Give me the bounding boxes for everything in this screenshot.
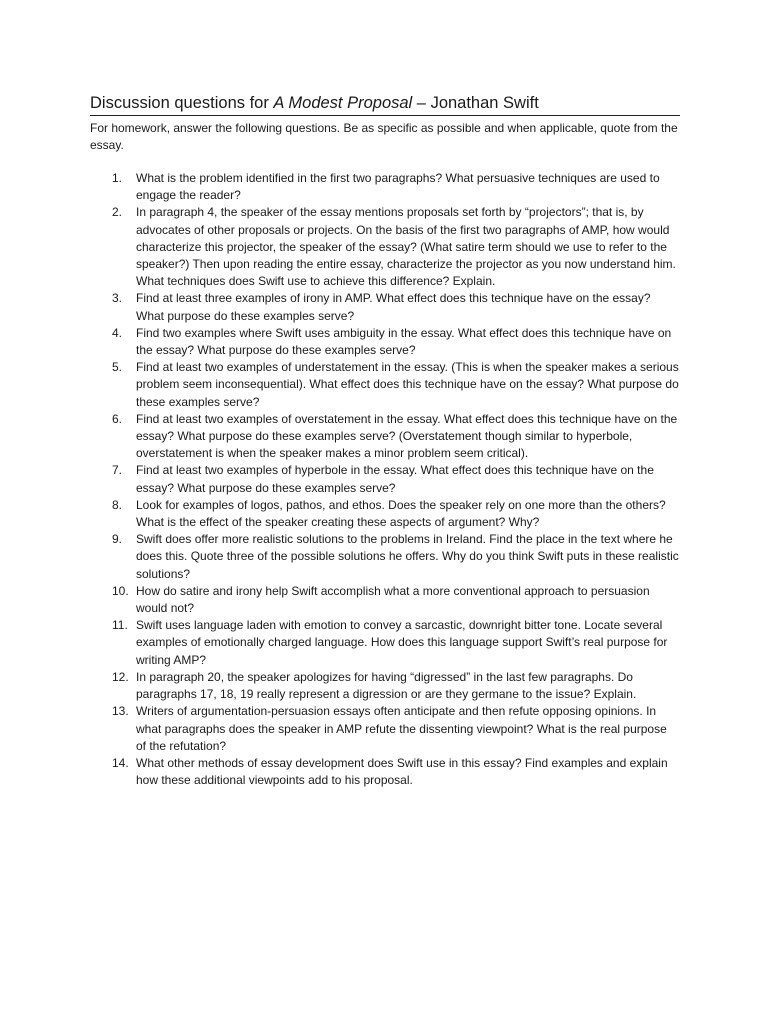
question-item: [90, 325, 680, 359]
question-text: Find at least three examples of irony in AMP. What effect does this technique have on the essay? What purpose do these examples serve?: [136, 291, 651, 323]
question-number: 9.: [112, 532, 123, 547]
question-item: [90, 204, 680, 290]
document-page: [90, 92, 680, 789]
question-number: 11.: [112, 618, 128, 633]
question-text: Find at least two examples of overstatement in the essay. What effect does this technique have on the essay? What purpose do these examples serve? (Overstatement though similar to hyperbole, overstatement is when the speaker makes a minor problem seem critical).: [136, 411, 678, 461]
question-text: In paragraph 4, the speaker of the essay mentions proposals set forth by “projectors”; that is, by advocates of other proposals or projects. On the basis of the first two paragraphs of AMP, how would characterize this projector, the speaker of the essay? (What satire term should we use to refer to the speaker?) Then upon reading the entire essay, characterize the projector as you now understand him. What techniques does Swift use to achieve this difference? Explain.: [136, 205, 676, 289]
question-item: [90, 583, 680, 617]
question-item: [90, 411, 680, 463]
question-text: What is the problem identified in the first two paragraphs? What persuasive techniques are used to engage the reader?: [136, 171, 660, 203]
question-item: [90, 497, 680, 531]
question-number: 12.: [112, 669, 129, 684]
question-item: [90, 617, 680, 669]
title-italic: A Modest Proposal: [273, 94, 413, 112]
question-number: 7.: [112, 463, 123, 478]
question-number: 3.: [112, 291, 123, 306]
question-text: Writers of argumentation-persuasion essays often anticipate and then refute opposing opinions. In what paragraphs does the speaker in AMP refute the dissenting viewpoint? What is the real purpose of the refutation?: [136, 704, 667, 753]
question-text: Find at least two examples of understatement in the essay. (This is when the speaker makes a serious problem seem inconsequential). What effect does this technique have on the essay? What purpose do these examples serve?: [136, 360, 679, 409]
question-text: Swift uses language laden with emotion to convey a sarcastic, downright bitter tone. Locate several examples of emotionally charged language. How does this language support Swift’s real purpose for writing AMP?: [136, 618, 668, 667]
question-text: How do satire and irony help Swift accomplish what a more conventional approach to persuasion would not?: [136, 583, 650, 616]
question-text: In paragraph 20, the speaker apologizes for having “digressed” in the last few paragraphs. Do paragraphs 17, 18, 19 really represent a digression or are they germane to the issue? Explain.: [136, 669, 637, 702]
question-item: [90, 755, 680, 789]
page-title: [90, 92, 680, 116]
question-item: [90, 462, 680, 496]
question-item: [90, 170, 680, 204]
question-number: 14.: [112, 755, 129, 770]
question-number: 10.: [112, 583, 129, 598]
question-item: [90, 359, 680, 411]
question-number: 2.: [112, 205, 123, 220]
question-number: 5.: [112, 360, 123, 375]
question-item: [90, 531, 680, 583]
question-list: [90, 170, 680, 789]
question-text: Swift does offer more realistic solutions to the problems in Ireland. Find the place in the text where he does this. Quote three of the possible solutions he offers. Why do you think Swift puts in these realistic solutions?: [136, 532, 679, 581]
question-number: 6.: [112, 411, 123, 426]
question-item: [90, 669, 680, 703]
question-item: [90, 703, 680, 755]
question-number: 13.: [112, 704, 129, 719]
question-text: Look for examples of logos, pathos, and ethos. Does the speaker rely on one more than the others? What is the effect of the speaker creating these aspects of argument? Why?: [136, 497, 666, 530]
question-text: Find at least two examples of hyperbole in the essay. What effect does this technique have on the essay? What purpose do these examples serve?: [136, 463, 654, 495]
question-item: [90, 290, 680, 324]
title-prefix: Discussion questions for: [90, 94, 274, 112]
question-text: Find two examples where Swift uses ambiguity in the essay. What effect does this technique have on the essay? What purpose do these examples serve?: [136, 325, 672, 358]
title-suffix: – Jonathan Swift: [412, 94, 539, 112]
question-text: What other methods of essay development does Swift use in this essay? Find examples and explain how these additional viewpoints add to his proposal.: [136, 755, 668, 788]
question-number: 1.: [112, 171, 123, 185]
question-number: 4.: [112, 325, 123, 340]
intro-text: For homework, answer the following questions. Be as specific as possible and when applicable, quote from the essay.: [90, 121, 678, 152]
question-number: 8.: [112, 497, 123, 512]
